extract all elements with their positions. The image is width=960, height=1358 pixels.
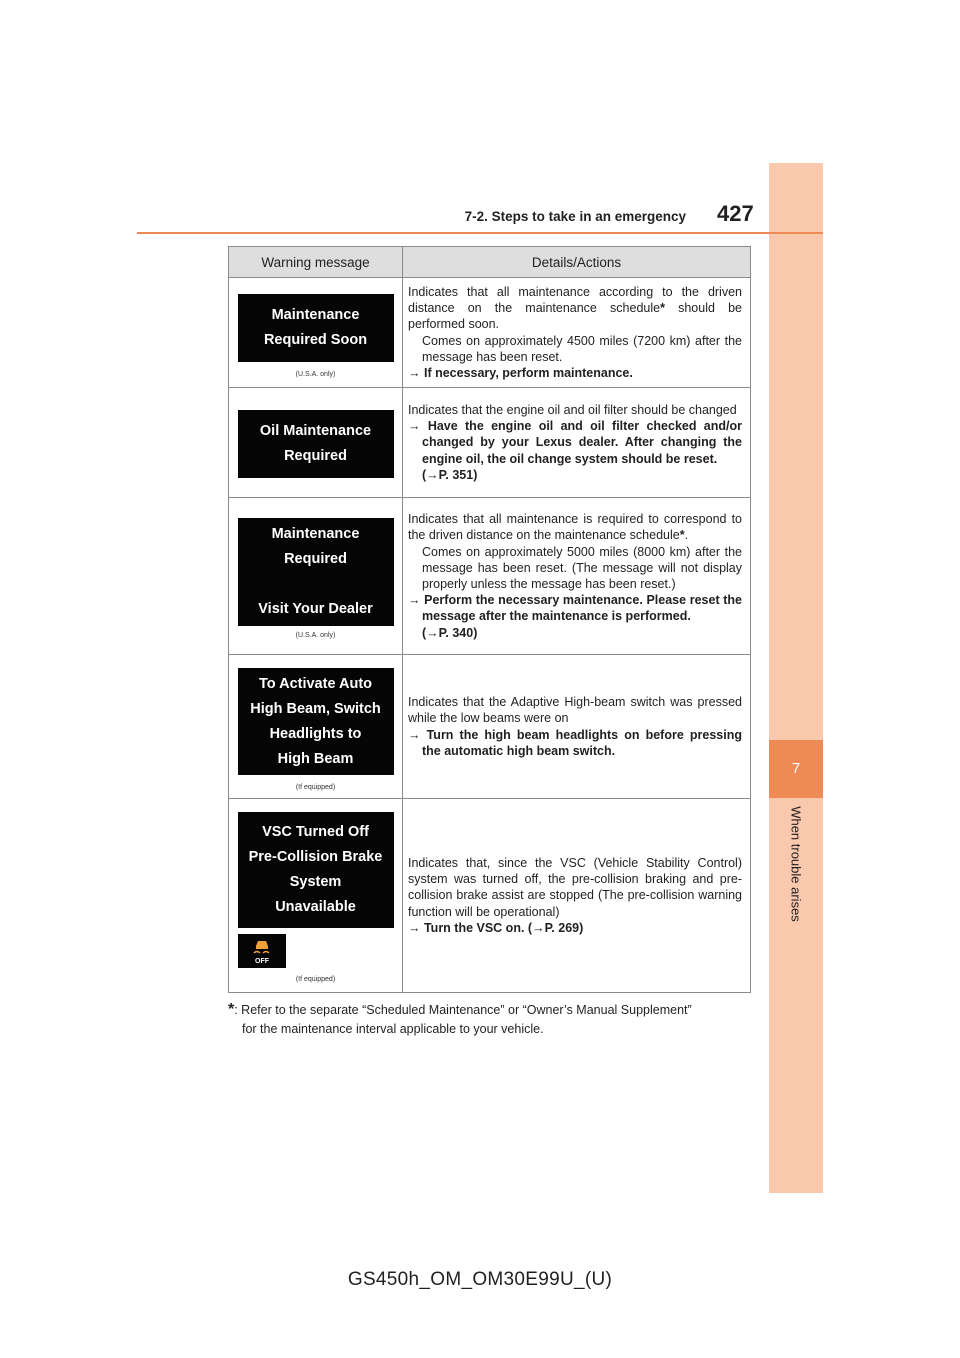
message-image-cell (229, 655, 403, 799)
footnote-star: * (228, 1001, 235, 1018)
display-line: Maintenance (271, 307, 360, 323)
footnote (228, 1000, 744, 1039)
description: Indicates that the Adaptive High-beam switch was pressed while the low beams were on (408, 695, 742, 726)
table-row (229, 388, 751, 498)
availability-note: (U.S.A. only) (295, 632, 336, 639)
action-text: → Perform the necessary maintenance. Please reset the message after the maintenance is performed. (→P. 340) (408, 593, 742, 640)
chapter-title: When trouble arises (788, 806, 804, 922)
details-cell (403, 388, 751, 498)
message-display-image (238, 668, 394, 775)
display-line: Required (284, 551, 347, 567)
description: Indicates that the engine oil and oil filter should be changed (408, 402, 737, 417)
skid-car-icon (251, 937, 273, 955)
table-row (229, 655, 751, 799)
description: Indicates that all maintenance according to the driven distance on the maintenance schedule* should be performed soon. (408, 284, 743, 332)
display-line: High Beam, Switch (250, 700, 381, 717)
message-display-image (238, 518, 394, 626)
details-cell (403, 799, 751, 993)
warning-message-table (228, 246, 751, 993)
footnote-text: : Refer to the separate “Scheduled Maintenance” or “Owner’s Manual Supplement” (234, 1003, 692, 1017)
display-line: To Activate Auto (258, 675, 373, 692)
vsc-off-indicator-icon (238, 934, 286, 968)
message-image-cell (229, 388, 403, 498)
column-header-details-actions: Details/Actions (403, 247, 751, 278)
display-line: Oil Maintenance (259, 423, 372, 439)
action-text: → Have the engine oil and oil filter checked and/or changed by your Lexus dealer. After changing the engine oil, the oil change system should be reset. (→P. 351) (408, 419, 742, 482)
chapter-number: 7 (769, 740, 823, 798)
section-title: 7-2. Steps to take in an emergency (464, 209, 686, 224)
action-text: → Turn the high beam headlights on before pressing the automatic high beam switch. (408, 727, 742, 758)
column-header-warning-message: Warning message (229, 247, 403, 278)
description: Indicates that, since the VSC (Vehicle Stability Control) system was turned off, the pre-collision braking and pre-collision brake assist are stopped (The pre-collision warning function will be operational) (408, 855, 742, 919)
action-text: → Turn the VSC on. (→P. 269) (408, 920, 584, 935)
action-text: → If necessary, perform maintenance. (408, 365, 633, 380)
footnote-text-continued: for the maintenance interval applicable to your vehicle. (242, 1022, 544, 1036)
availability-note: (U.S.A. only) (295, 371, 336, 378)
off-label: OFF (255, 958, 269, 965)
detail-text: Comes on approximately 4500 miles (7200 km) after the message has been reset. (422, 333, 742, 364)
message-image-cell (229, 498, 403, 655)
display-line: Pre-Collision Brake (248, 849, 383, 865)
table-row (229, 799, 751, 993)
details-cell (403, 278, 751, 388)
header-rule (137, 232, 823, 234)
table-row (229, 498, 751, 655)
document-id: GS450h_OM_OM30E99U_(U) (347, 1269, 613, 1290)
message-image-cell (229, 799, 403, 993)
message-display-image (238, 812, 394, 928)
display-line: Unavailable (275, 899, 356, 915)
page-number: 427 (717, 201, 754, 226)
message-image-cell (229, 278, 403, 388)
display-line: Required (284, 448, 347, 464)
chapter-side-tab (769, 163, 823, 1193)
display-line: High Beam (277, 750, 354, 767)
display-line: System (289, 874, 342, 890)
description: Indicates that all maintenance is required to correspond to the driven distance on the maintenance schedule*. (408, 512, 742, 543)
display-line: VSC Turned Off (262, 824, 369, 840)
availability-note: (If equipped) (295, 976, 336, 983)
display-line: Visit Your Dealer (258, 601, 373, 617)
table-header-row (229, 247, 751, 278)
display-line: Maintenance (271, 526, 360, 542)
details-cell (403, 655, 751, 799)
message-display-image (238, 410, 394, 478)
availability-note: (If equipped) (295, 784, 336, 791)
message-display-image (238, 294, 394, 362)
display-line: Required Soon (263, 332, 368, 348)
details-cell (403, 498, 751, 655)
table-row (229, 278, 751, 388)
display-line: Headlights to (269, 725, 362, 742)
detail-text: Comes on approximately 5000 miles (8000 km) after the message has been reset. (The message will not display properly unless the message has been reset.) (422, 544, 742, 591)
